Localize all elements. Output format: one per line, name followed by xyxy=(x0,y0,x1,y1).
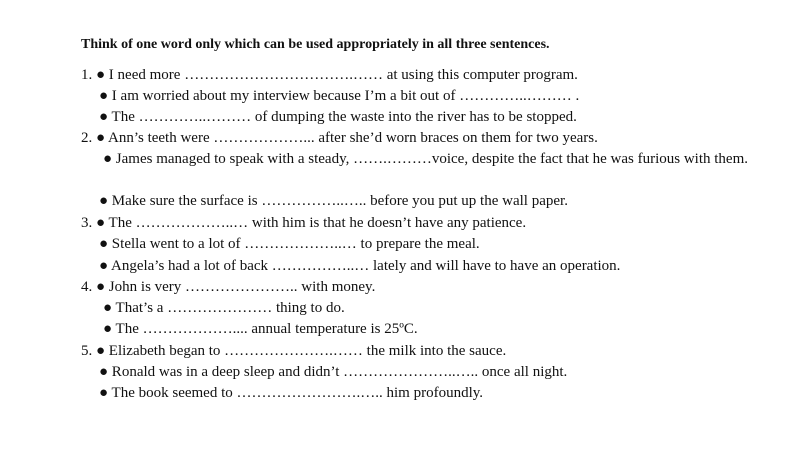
item-4-sentence-3: ● The ……………….... annual temperature is 25ºC. xyxy=(103,321,418,337)
item-5-sentence-1: 5. ● Elizabeth began to ………………….…… the milk into the sauce. xyxy=(81,343,507,359)
item-1-sentence-1: 1. ● I need more …………………………….…… at using this computer program. xyxy=(81,67,578,83)
item-2-sentence-3: ● Make sure the surface is ……………..….. before you put up the wall paper. xyxy=(99,193,568,209)
item-5-sentence-2: ● Ronald was in a deep sleep and didn’t …………………..….. once all night. xyxy=(99,364,568,380)
item-2-sentence-2: ● James managed to speak with a steady, …….………voice, despite the fact that he was furious with them. xyxy=(103,151,749,167)
item-1-sentence-3: ● The …………..……… of dumping the waste into the river has to be stopped. xyxy=(99,109,577,125)
exercise-title: Think of one word only which can be used appropriately in all three sentences. xyxy=(81,37,550,52)
item-5-sentence-3: ● The book seemed to …………………….….. him profoundly. xyxy=(99,385,484,401)
item-2-sentence-1: 2. ● Ann’s teeth were ………………... after she’d worn braces on them for two years. xyxy=(81,130,598,146)
item-3-sentence-2: ● Stella went to a lot of ………………..… to prepare the meal. xyxy=(99,236,480,252)
item-4-sentence-1: 4. ● John is very ………………….. with money. xyxy=(81,279,376,295)
item-3-sentence-1: 3. ● The ………………..… with him is that he doesn’t have any patience. xyxy=(81,215,527,231)
item-3-sentence-3: ● Angela’s had a lot of back ……………..… lately and will have to have an operation. xyxy=(99,258,621,274)
item-4-sentence-2: ● That’s a ………………… thing to do. xyxy=(103,300,345,316)
item-1-sentence-2: ● I am worried about my interview because I’m a bit out of …………..……… . xyxy=(99,88,580,104)
